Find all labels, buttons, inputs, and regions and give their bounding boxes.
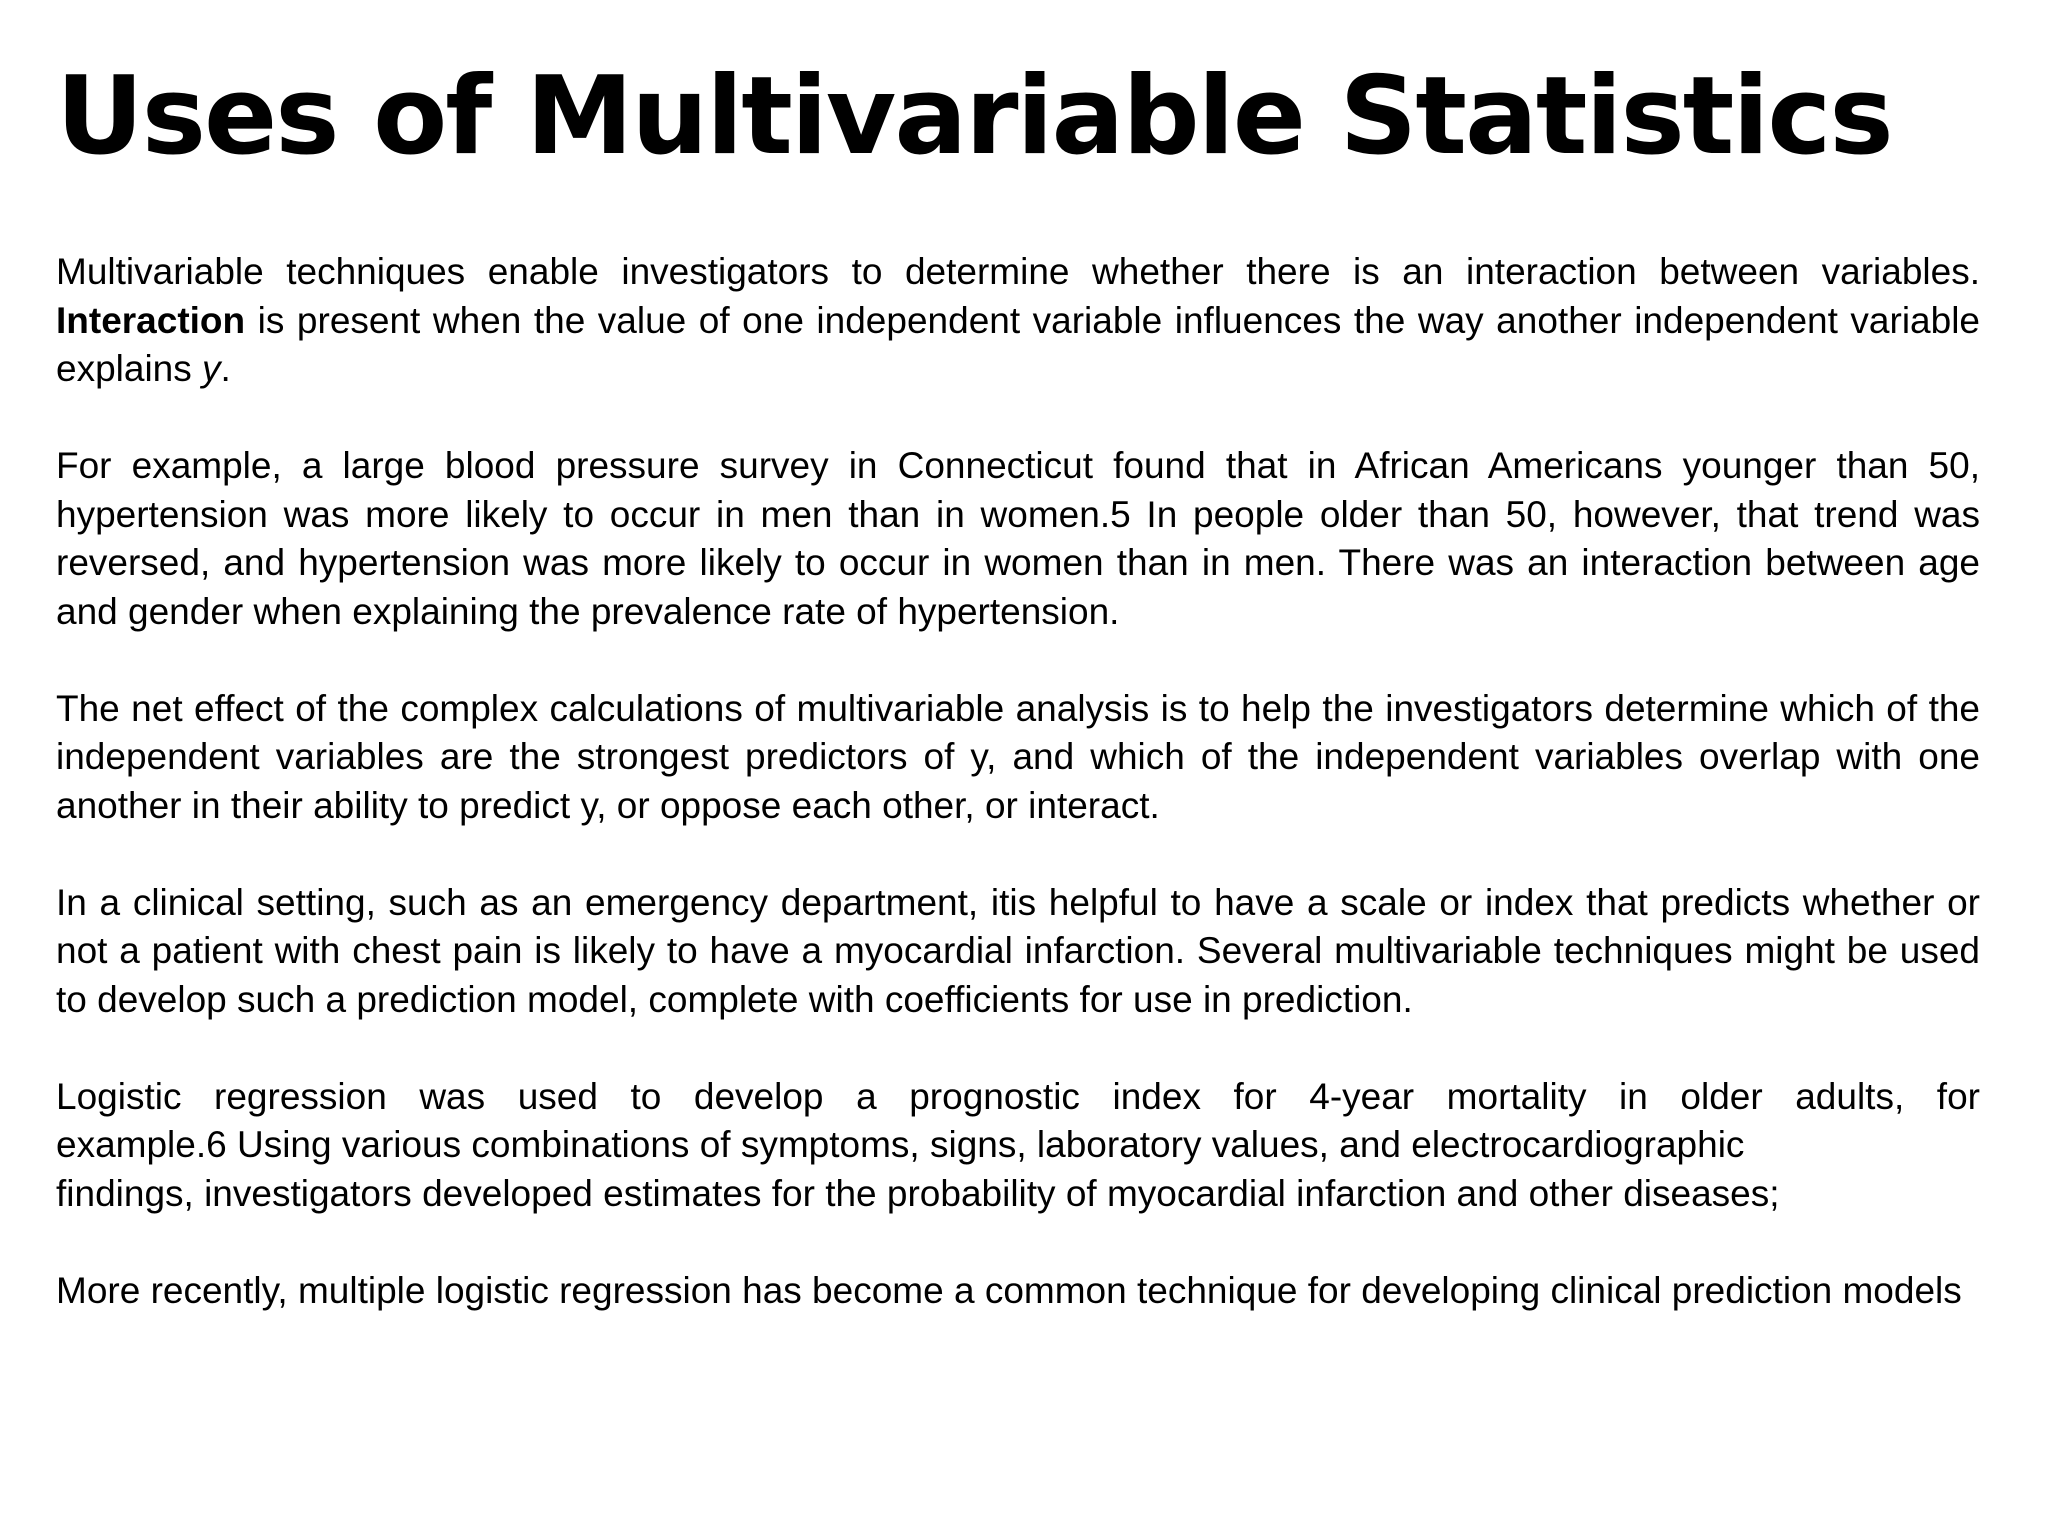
paragraph-text: . — [220, 348, 231, 389]
paragraph-text: is present when the value of one independent variable influences the way another independent variable explains — [56, 299, 1980, 389]
paragraph-line: example.6 Using various combinations of symptoms, signs, laboratory values, and electrocardiographic — [56, 1124, 1745, 1165]
italic-variable-y: y — [202, 348, 221, 389]
slide-body — [56, 248, 1980, 1364]
paragraph-line: findings, investigators developed estimates for the probability of myocardial infarction and other diseases; — [56, 1172, 1780, 1214]
paragraph-line: Logistic regression was used to develop a prognostic index for 4-year mortality in older adults, for — [56, 1075, 1980, 1117]
paragraph-logistic-regression — [56, 1073, 1980, 1219]
paragraph-recent-models: More recently, multiple logistic regression has become a common technique for developing clinical prediction models — [56, 1269, 1962, 1311]
paragraph-net-effect: The net effect of the complex calculations of multivariable analysis is to help the investigators determine which of the independent variables are the strongest predictors of y, and which of the independent variables overlap with one another in their ability to predict y, or oppose each other, or interact. — [56, 687, 1980, 826]
slide-title: Uses of Multivariable Statistics — [56, 54, 1892, 179]
bold-term-interaction: Interaction — [56, 299, 246, 341]
paragraph-example-hypertension: For example, a large blood pressure survey in Connecticut found that in African Americans younger than 50, hypertension was more likely to occur in men than in women.5 In people older than 50, however, that trend was reversed, and hypertension was more likely to occur in women than in men. There was an interaction between age and gender when explaining the prevalence rate of hypertension. — [56, 445, 1980, 632]
paragraph-interaction — [56, 248, 1980, 394]
paragraph-text: Multivariable techniques enable investigators to determine whether there is an interaction between variables. — [56, 251, 1980, 292]
paragraph-clinical-setting: In a clinical setting, such as an emergency department, itis helpful to have a scale or index that predicts whether or not a patient with chest pain is likely to have a myocardial infarction. Several multivariable techniques might be used to develop such a prediction model, complete with coefficients for use in prediction. — [56, 881, 1980, 1020]
